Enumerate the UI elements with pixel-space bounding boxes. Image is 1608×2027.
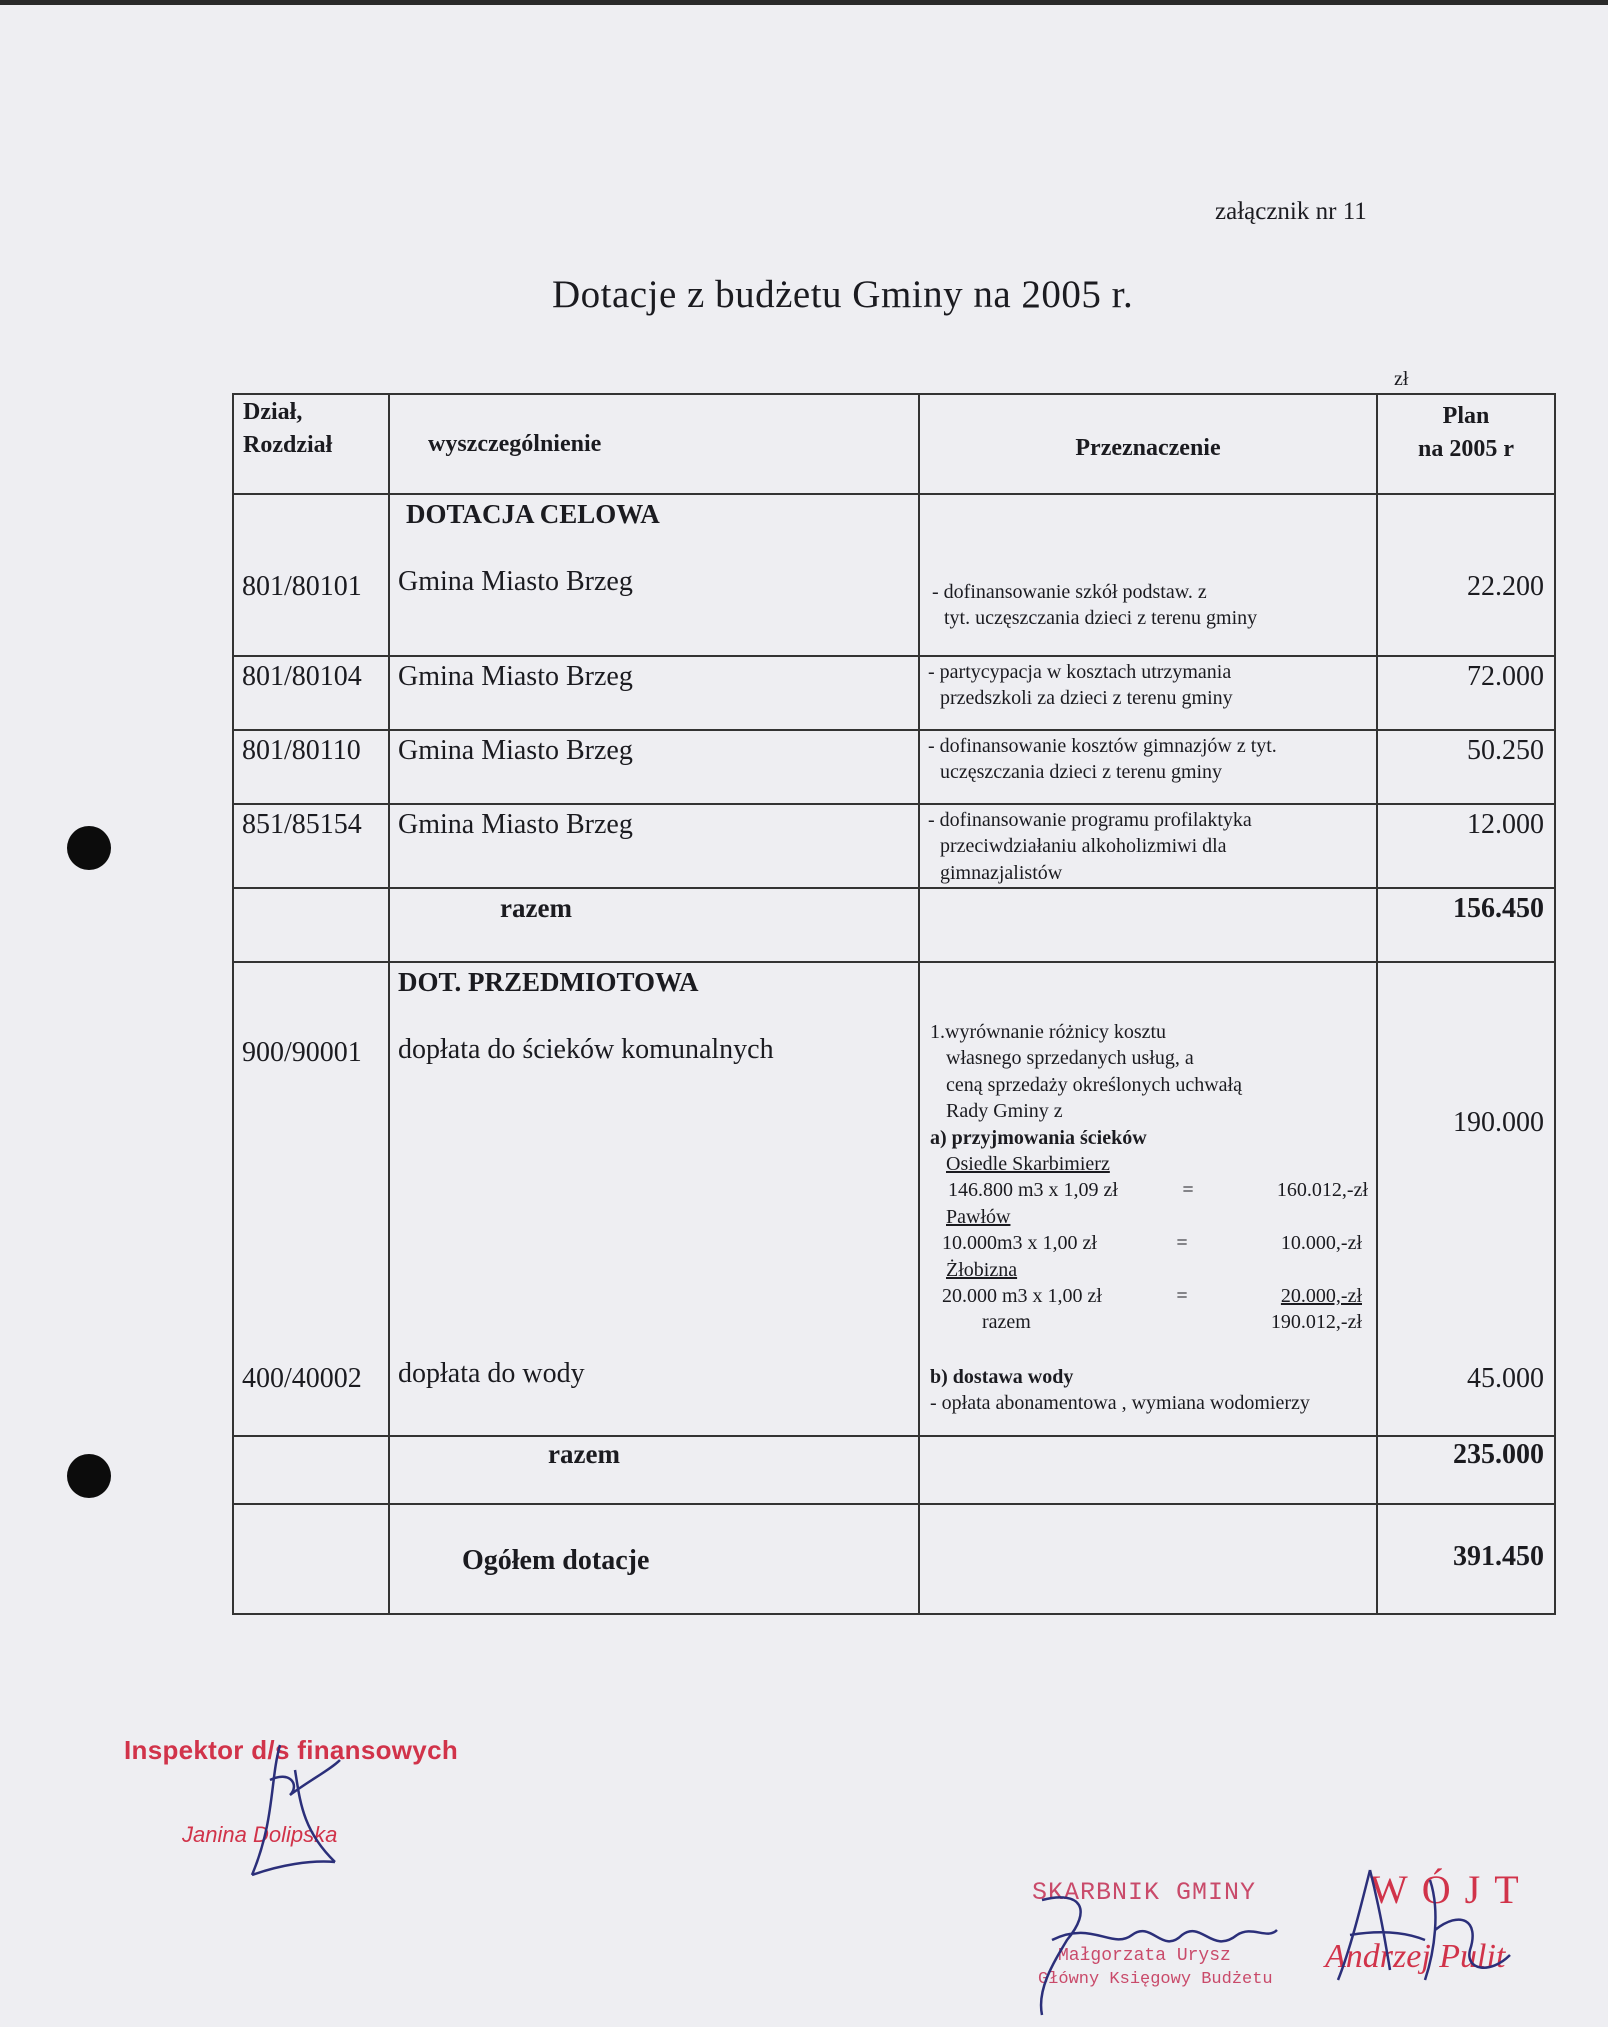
grand-total-amount: 391.450 xyxy=(1377,1504,1555,1614)
row-name: Gmina Miasto Brzeg xyxy=(389,656,919,730)
treasurer-stamp-role: Główny Księgowy Budżetu xyxy=(1038,1970,1273,1989)
row-amount: 190.000 45.000 xyxy=(1377,962,1555,1436)
mayor-stamp-name: Andrzej Pulit xyxy=(1325,1938,1506,1975)
row-name: Gmina Miasto Brzeg xyxy=(389,730,919,804)
inspector-stamp-title: Inspektor d/s finansowych xyxy=(124,1735,459,1765)
row-purpose: 1.wyrównanie różnicy kosztu własnego sprzedanych usług, a ceną sprzedaży określonych uchwałą Rady Gminy z a) przyjmowania ścieków Osiedle Skarbimierz 146.800 m3 x 1,09 zł = 160.012,-zł Pawłów 10.000m3 x 1,00 zł = 10.000,-zł Żłobizna 20.000 m3 x 1,00 zł = 20.000,-zł razem 190.012,-zł b) dostawa wody - opłata abonamentowa , wymiana wodomierzy xyxy=(919,962,1377,1436)
row-code: 801/80101 xyxy=(233,494,389,656)
row-amount: 72.000 xyxy=(1377,656,1555,730)
table-row xyxy=(233,494,1555,656)
scan-top-edge xyxy=(0,0,1608,5)
punch-hole xyxy=(67,1454,111,1498)
row-code: 900/90001 400/40002 xyxy=(233,962,389,1436)
subtotal-label: razem xyxy=(389,888,919,962)
row-purpose: - partycypacja w kosztach utrzymania przedszkoli za dzieci z terenu gminy xyxy=(919,656,1377,730)
row-purpose: - dofinansowanie szkół podstaw. z tyt. uczęszczania dzieci z terenu gminy xyxy=(919,494,1377,656)
header-purpose: Przeznaczenie xyxy=(919,394,1377,494)
mayor-signature xyxy=(1330,1860,1530,1990)
row-code: 801/80104 xyxy=(233,656,389,730)
subtotal-label: razem xyxy=(389,1436,919,1504)
row-purpose: - dofinansowanie programu profilaktyka przeciwdziałaniu alkoholizmiwi dla gimnazjalistów xyxy=(919,804,1377,888)
table-row xyxy=(233,730,1555,804)
currency-unit: zł xyxy=(1394,368,1409,390)
subsidies-table xyxy=(232,393,1556,1615)
table-row xyxy=(233,962,1555,1436)
section-title: DOT. PRZEDMIOTOWA xyxy=(398,967,699,997)
row-amount: 12.000 xyxy=(1377,804,1555,888)
row-name: DOT. PRZEDMIOTOWA dopłata do ścieków komunalnych dopłata do wody xyxy=(389,962,919,1436)
row-amount: 50.250 xyxy=(1377,730,1555,804)
row-amount: 22.200 xyxy=(1377,494,1555,656)
treasurer-signature xyxy=(1022,1880,1282,2020)
inspector-signature xyxy=(240,1740,360,1880)
section-title: DOTACJA CELOWA xyxy=(406,499,660,529)
mayor-stamp-title: WÓJT xyxy=(1370,1867,1533,1912)
header-code: Dział, Rozdział xyxy=(233,394,389,494)
subtotal-row xyxy=(233,1436,1555,1504)
header-item: wyszczególnienie xyxy=(389,394,919,494)
row-purpose: - dofinansowanie kosztów gimnazjów z tyt. uczęszczania dzieci z terenu gminy xyxy=(919,730,1377,804)
table-header-row xyxy=(233,394,1555,494)
punch-hole xyxy=(67,826,111,870)
table-row xyxy=(233,804,1555,888)
annex-label: załącznik nr 11 xyxy=(1215,198,1367,225)
treasurer-stamp-title: SKARBNIK GMINY xyxy=(1032,1878,1257,1907)
row-name: DOTACJA CELOWA Gmina Miasto Brzeg xyxy=(389,494,919,656)
row-name: Gmina Miasto Brzeg xyxy=(389,804,919,888)
treasurer-stamp-name: Małgorzata Urysz xyxy=(1058,1946,1231,1966)
subtotal-amount: 156.450 xyxy=(1377,888,1555,962)
subtotal-amount: 235.000 xyxy=(1377,1436,1555,1504)
grand-total-row xyxy=(233,1504,1555,1614)
row-code: 801/80110 xyxy=(233,730,389,804)
subtotal-row xyxy=(233,888,1555,962)
grand-total-label: Ogółem dotacje xyxy=(389,1504,919,1614)
inspector-stamp-name: Janina Dolipska xyxy=(182,1822,338,1847)
page-title: Dotacje z budżetu Gminy na 2005 r. xyxy=(552,273,1134,316)
row-code: 851/85154 xyxy=(233,804,389,888)
table-row xyxy=(233,656,1555,730)
header-plan: Plan na 2005 r xyxy=(1377,394,1555,494)
